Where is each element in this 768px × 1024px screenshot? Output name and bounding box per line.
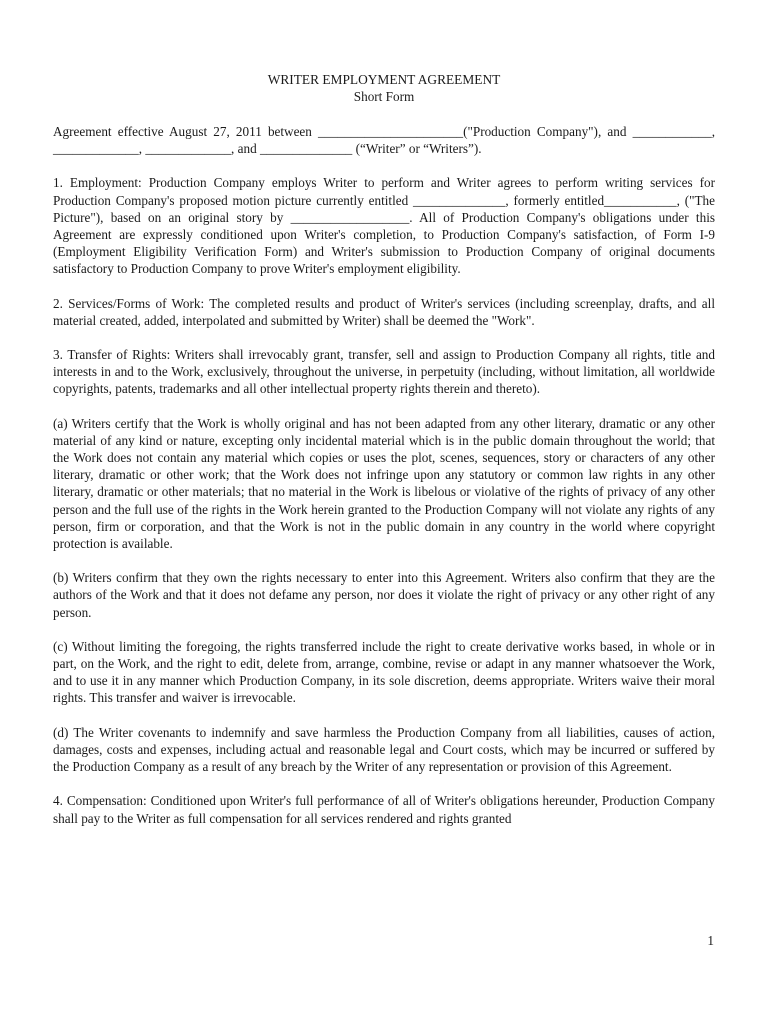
paragraph-clause-d: (d) The Writer covenants to indemnify and save harmless the Production Company from all liabilities, causes of action, damages, costs and expenses, including actual and reasonable legal and Court costs, which may be incurred or suffered by the Production Company as a result of any breach by the Writer of any representation or provision of this Agreement.: [53, 724, 715, 775]
paragraph-employment: 1. Employment: Production Company employs Writer to perform and Writer agrees to perform writing services for Production Company's proposed motion picture currently entitled ______________, formerly entitled___________, ("The Picture"), based on an original story by __________________. All of Production Company's obligations under this Agreement are expressly conditioned upon Writer's completion, to Production Company's satisfaction, of Form I-9 (Employment Eligibility Verification Form) and Writer's submission to Production Company of original documents satisfactory to Production Company to prove Writer's employment eligibility.: [53, 175, 715, 277]
paragraph-clause-a: (a) Writers certify that the Work is wholly original and has not been adapted from any other literary, dramatic or any other material of any kind or nature, excepting only incidental material which is in the public domain throughout the world; that the Work does not contain any material which copies or uses the plot, scenes, sequences, story or characters of any other literary, dramatic or other work; that the Work does not infringe upon any statutory or common law rights in any other literary, dramatic or other materials; that no material in the Work is libelous or violative of the rights of privacy of any other person and the full use of the rights in the Work herein granted to the Production Company will not violate any rights of any person, firm or corporation, and that the Work is not in the public domain in any country in the world where copyright protection is available.: [53, 415, 715, 552]
paragraph-preamble: Agreement effective August 27, 2011 between ______________________("Production Company"), and ____________, _____________, _____________, and ______________ (“Writer” or “Writers”).: [53, 124, 715, 157]
document-title: WRITER EMPLOYMENT AGREEMENT: [267, 72, 501, 87]
document-body: [53, 71, 715, 827]
paragraph-clause-b: (b) Writers confirm that they own the rights necessary to enter into this Agreement. Writers also confirm that they are the authors of the Work and that it does not defame any person, nor does it violate the right of privacy or any other right of any person.: [53, 570, 715, 620]
paragraph-clause-c: (c) Without limiting the foregoing, the rights transferred include the right to create derivative works based, in whole or in part, on the Work, and the right to edit, delete from, arrange, combine, revise or adapt in any manner whatsoever the Work, and to use it in any manner which Production Company, in its sole discretion, deems appropriate. Writers waive their moral rights. This transfer and waiver is irrevocable.: [53, 638, 715, 706]
page-number: 1: [707, 933, 714, 948]
paragraph-compensation: 4. Compensation: Conditioned upon Writer's full performance of all of Writer's obligations hereunder, Production Company shall pay to the Writer as full compensation for all services rendered and rights granted: [53, 793, 715, 826]
paragraph-transfer-of-rights: 3. Transfer of Rights: Writers shall irrevocably grant, transfer, sell and assign to Production Company all rights, title and interests in and to the Work, exclusively, throughout the universe, in perpetuity (including, without limitation, all worldwide copyrights, patents, trademarks and all other intellectual property rights therein and thereto).: [53, 347, 715, 397]
paragraph-services: 2. Services/Forms of Work: The completed results and product of Writer's services (including screenplay, drafts, and all material created, added, interpolated and submitted by Writer) shall be deemed the "Work".: [53, 295, 715, 328]
document-subtitle: Short Form: [353, 89, 415, 104]
